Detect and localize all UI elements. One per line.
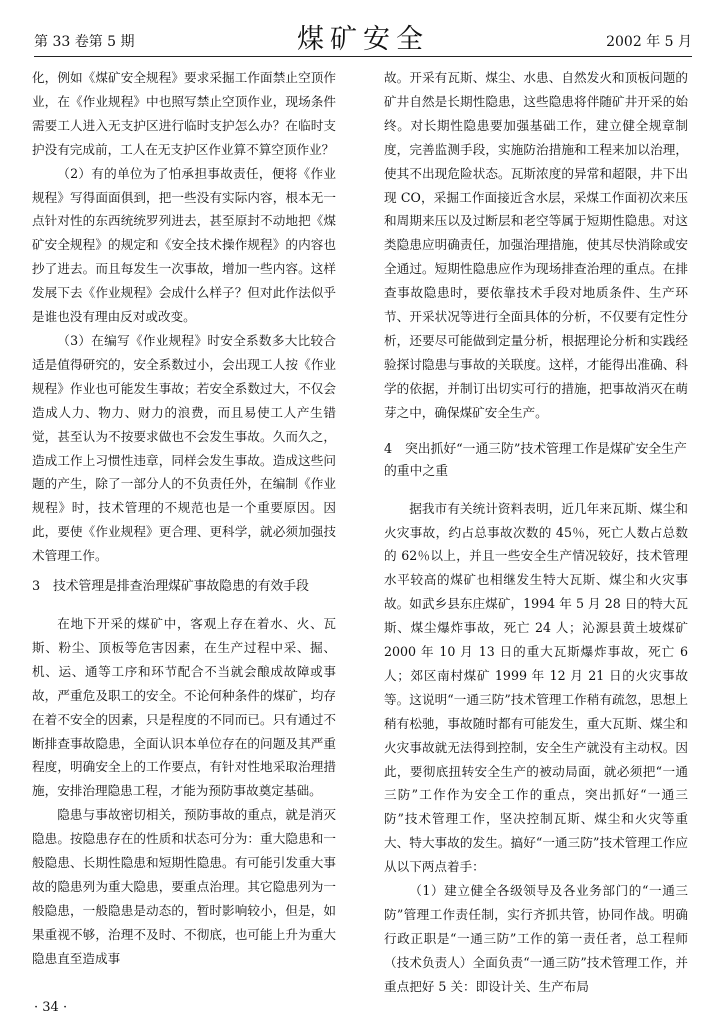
issue-label: 第 33 卷第 5 期 bbox=[34, 34, 135, 50]
page-number: · 34 · bbox=[34, 1000, 68, 1015]
right-column bbox=[384, 66, 688, 999]
paragraph: 故。开采有瓦斯、煤尘、水患、自然发火和顶板问题的矿井自然是长期性隐患，这些隐患将伴随矿井开采的始终。对长期性隐患要加强基础工作，建立健全规章制度，完善监测手段，实施防治措施和工程来加以治理，使其不出现危险状态。瓦斯浓度的异常和超限，井下出现 CO，采掘工作面接近含水层，采煤工作面初次来压和周期来压以及过断层和老空等属于短期性隐患。对这类隐患应明确责任，加强治理措施，使其尽快消除或安全通过。短期性隐患应作为现场排查治理的重点。在排查事故隐患时，要依靠技术手段对地质条件、生产环节、开采状况等进行全面具体的分析，不仅要有定性分析，还要尽可能做到定量分析，根据理论分析和实践经验探讨隐患与事故的关联度。这样，才能得出准确、科学的依据，并制订出切实可行的措施，把事故消灭在萌芽之中，确保煤矿安全生产。 bbox=[384, 70, 688, 420]
page-header bbox=[34, 0, 692, 57]
paragraph: （2）有的单位为了怕承担事故责任，便将《作业规程》写得面面俱到，把一些没有实际内容，根本无一点针对性的东西统统罗列进去，甚至原封不动地把《煤矿安全规程》的规定和《安全技术操作规程》的内容也抄了进去。而且每发生一次事故，增加一些内容。这样发展下去《作业规程》会成什么样子？但对此作法似乎是谁也没有理由反对或改变。 bbox=[32, 165, 336, 325]
date-label: 2002 年 5 月 bbox=[606, 34, 692, 50]
paragraph: （3）在编写《作业规程》时安全系数多大比较合适是值得研究的，安全系数过小，会出现工人按《作业规程》作业也可能发生事故；若安全系数过大，不仅会造成人力、物力、财力的浪费，而且易使工人产生错觉，甚至认为不按要求做也不会发生事故。久而久之，造成工作上习惯性违章，同样会发生事故。造成这些问题的产生，除了一部分人的不负责任外，在编制《作业规程》时，技术管理的不规范也是一个重要原因。因此，要使《作业规程》更合理、更科学，就必须加强技术管理工作。 bbox=[32, 332, 336, 564]
journal-title: 煤矿安全 bbox=[297, 24, 429, 55]
left-column bbox=[32, 66, 336, 971]
paragraph: 据我市有关统计资料表明，近几年来瓦斯、煤尘和火灾事故，约占总事故次数的 45％，死亡人数占总数的 62％以上，并且一些安全生产情况较好，技术管理水平较高的煤矿也相继发生特大瓦斯、煤尘和火灾事故。如武乡县东庄煤矿，1994 年 5 月 28 日的特大瓦斯、煤尘爆炸事故，死亡 24 人；沁源县黄土坡煤矿 2000 年 10 月 13 日的重大瓦斯爆炸事故，死亡 6 人；郊区南村煤矿 1999 年 12 月 21 日的火灾事故等。这说明“一通三防”技术管理工作稍有疏忽，思想上稍有松驰，事故随时都有可能发生，重大瓦斯、煤尘和火灾事故就无法得到控制，安全生产就没有主动权。因此，要彻底扭转安全生产的被动局面，就必须把“一通三防”工作作为安全工作的重点，突出抓好“一通三防”技术管理工作，坚决控制瓦斯、煤尘和火灾等重大、特大事故的发生。搞好“一通三防”技术管理工作应从以下两点着手： bbox=[384, 500, 688, 875]
section-heading: 3 技术管理是排查治理煤矿事故隐患的有效手段 bbox=[32, 579, 309, 595]
paragraph: 在地下开采的煤矿中，客观上存在着水、火、瓦斯、粉尘、顶板等危害因素，在生产过程中采、掘、机、运、通等工序和环节配合不当就会酿成故障或事故，严重危及职工的安全。不论何种条件的煤矿，均存在着不安全的因素，只是程度的不同而已。只有通过不断排查事故隐患，全面认识本单位存在的问题及其严重程度，明确安全上的工作要点，有针对性地采取治理措施，安排治理隐患工程，才能为预防事故奠定基础。 bbox=[32, 616, 336, 799]
section-heading: 4 突出抓好“一通三防”技术管理工作是煤矿安全生产的重中之重 bbox=[384, 441, 687, 479]
paragraph: 隐患与事故密切相关，预防事故的重点，就是消灭隐患。按隐患存在的性质和状态可分为：重大隐患和一般隐患、长期性隐患和短期性隐患。有可能引发重大事故的隐患列为重大隐患，要重点治理。其它隐患列为一般隐患，一般隐患是动态的，暂时影响较小，但是，如果重视不够，治理不及时、不彻底，也可能上升为重大隐患直至造成事 bbox=[32, 807, 336, 966]
paragraph: （1）建立健全各级领导及各业务部门的“一通三防”管理工作责任制，实行齐抓共管，协同作战。明确行政正职是“一通三防”工作的第一责任者，总工程师（技术负责人）全面负责“一通三防”技术管理工作，并重点把好 5 关：即设计关、生产布局 bbox=[384, 883, 688, 994]
paragraph: 化，例如《煤矿安全规程》要求采掘工作面禁止空顶作业，在《作业规程》中也照写禁止空顶作业，现场条件需要工人进入无支护区进行临时支护怎么办？在临时支护没有完成前，工人在无支护区作业算不算空顶作业？ bbox=[32, 70, 336, 157]
